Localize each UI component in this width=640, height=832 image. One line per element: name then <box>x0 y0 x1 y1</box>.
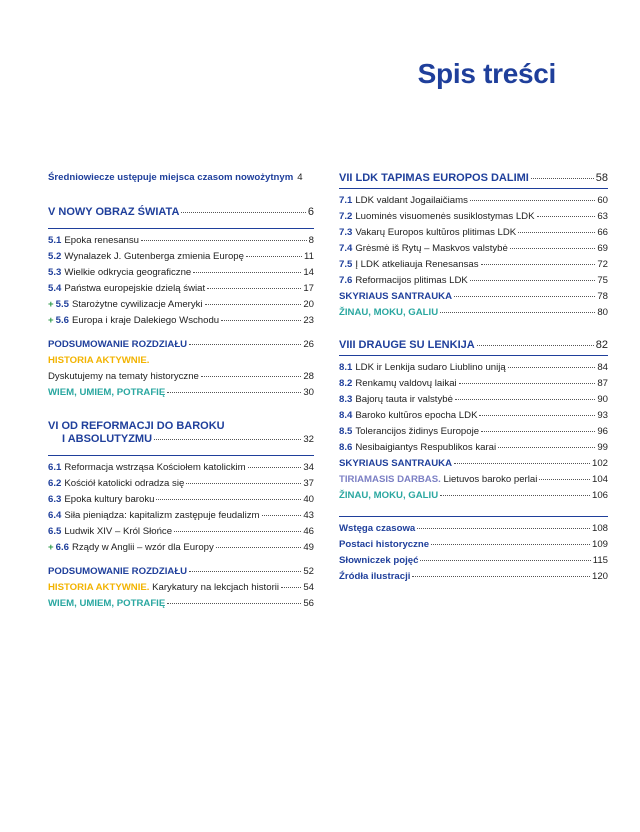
toc-entry[interactable] <box>339 394 608 410</box>
entry-label: Lietuvos baroko perlai <box>440 474 538 485</box>
entry-number: 5.5 <box>55 299 69 310</box>
entry-label: LDK ir Lenkija sudaro Liublino uniją <box>355 362 506 373</box>
entry-label: Baroko kultūros epocha LDK <box>355 410 478 421</box>
chapter-vii-heading[interactable] <box>339 172 608 186</box>
entry-number: 5.4 <box>48 283 62 294</box>
history-active-entry[interactable] <box>48 582 314 598</box>
entry-page: 66 <box>597 227 608 238</box>
toc-right-column <box>339 172 608 587</box>
entry-number: 5.1 <box>48 235 62 246</box>
entry-number: 6.2 <box>48 478 62 489</box>
entry-page: 84 <box>597 362 608 373</box>
entry-label: Tolerancijos židinys Europoje <box>355 426 480 437</box>
toc-entry[interactable] <box>339 211 608 227</box>
entry-number: 6.6 <box>55 542 69 553</box>
entry-page: 40 <box>303 494 314 505</box>
toc-entry[interactable] <box>48 267 314 283</box>
chapter-vi-heading-line2[interactable] <box>48 433 314 453</box>
entry-number: 8.3 <box>339 394 353 405</box>
chapter-summary-entry[interactable] <box>48 566 314 582</box>
entry-page: 102 <box>591 458 608 469</box>
research-work-entry[interactable] <box>339 474 608 490</box>
toc-entry[interactable] <box>339 275 608 291</box>
entry-label: Wynalazek J. Gutenberga zmienia Europę <box>64 251 244 262</box>
toc-entry[interactable] <box>339 362 608 378</box>
know-entry[interactable] <box>48 598 314 614</box>
entry-label: Siła pieniądza: kapitalizm zastępuje feudalizm <box>64 510 260 521</box>
page-title: Spis treści <box>417 58 556 89</box>
entry-label: Epoka kultury baroku <box>64 494 155 505</box>
chapter-title: I ABSOLUTYZMU <box>62 433 153 445</box>
entry-page: 104 <box>591 474 608 485</box>
know-entry[interactable] <box>339 307 608 323</box>
entry-number: 5.3 <box>48 267 62 278</box>
chapter-v-heading[interactable] <box>48 206 314 226</box>
entry-label: Średniowiecze ustępuje miejsca czasom nowożytnym <box>48 172 294 183</box>
entry-number: 7.1 <box>339 195 353 206</box>
entry-page: 43 <box>303 510 314 521</box>
back-matter-entry[interactable] <box>339 539 608 555</box>
entry-page: 37 <box>303 478 314 489</box>
toc-entry[interactable] <box>48 526 314 542</box>
toc-entry[interactable] <box>339 227 608 243</box>
entry-number: 7.3 <box>339 227 353 238</box>
entry-heading: TIRIAMASIS DARBAS. <box>339 474 441 485</box>
plus-icon: + <box>48 542 54 553</box>
toc-entry[interactable] <box>339 442 608 458</box>
back-matter-entry[interactable] <box>339 523 608 539</box>
entry-label: Karykatury na lekcjach historii <box>149 582 280 593</box>
plus-icon: + <box>48 315 54 326</box>
entry-number: 6.4 <box>48 510 62 521</box>
toc-intro-entry[interactable] <box>48 172 314 190</box>
toc-entry[interactable] <box>48 510 314 526</box>
entry-number: 6.3 <box>48 494 62 505</box>
entry-label: Rządy w Anglii – wzór dla Europy <box>71 542 214 553</box>
entry-label: Epoka renesansu <box>64 235 140 246</box>
chapter-title: V NOWY OBRAZ ŚWIATA <box>48 206 180 218</box>
entry-page: 52 <box>303 566 314 577</box>
entry-number: 7.2 <box>339 211 353 222</box>
toc-entry[interactable] <box>48 315 314 331</box>
entry-page: 63 <box>597 211 608 222</box>
entry-label: Źródła ilustracji <box>339 571 411 582</box>
entry-heading: HISTORIA AKTYWNIE. <box>48 582 150 593</box>
entry-page: 75 <box>597 275 608 286</box>
toc-entry[interactable] <box>48 462 314 478</box>
chapter-title: VII LDK TAPIMAS EUROPOS DALIMI <box>339 172 529 184</box>
back-matter-entry[interactable] <box>339 555 608 571</box>
entry-label: Kościół katolicki odradza się <box>64 478 185 489</box>
entry-label: LDK valdant Jogailaičiams <box>355 195 468 206</box>
entry-page: 80 <box>597 307 608 318</box>
entry-label: Reformacijos plitimas LDK <box>355 275 468 286</box>
entry-number: 8.6 <box>339 442 353 453</box>
plus-icon: + <box>48 299 54 310</box>
entry-page: 108 <box>591 523 608 534</box>
entry-label: Europa i kraje Dalekiego Wschodu <box>71 315 220 326</box>
entry-page: 93 <box>597 410 608 421</box>
back-matter-divider <box>339 516 608 517</box>
chapter-divider <box>339 188 608 189</box>
chapter-summary-entry[interactable] <box>48 339 314 355</box>
entry-number: 8.1 <box>339 362 353 373</box>
entry-number: 8.5 <box>339 426 353 437</box>
toc-entry[interactable] <box>339 378 608 394</box>
entry-label: Wielkie odkrycia geograficzne <box>64 267 192 278</box>
entry-label: PODSUMOWANIE ROZDZIAŁU <box>48 566 188 577</box>
entry-page: 11 <box>304 251 314 262</box>
toc-entry[interactable] <box>48 251 314 267</box>
entry-number: 6.5 <box>48 526 62 537</box>
entry-label: Reformacja wstrząsa Kościołem katolickim <box>64 462 246 473</box>
entry-page: 82 <box>595 339 608 351</box>
entry-label: Luominės visuomenės susiklostymas LDK <box>355 211 535 222</box>
toc-entry[interactable] <box>48 283 314 299</box>
toc-entry[interactable] <box>48 494 314 510</box>
entry-number: 7.5 <box>339 259 353 270</box>
entry-number: 7.4 <box>339 243 353 254</box>
back-matter-entry[interactable] <box>339 571 608 587</box>
entry-label: Bajorų tauta ir valstybė <box>355 394 453 405</box>
entry-page: 4 <box>297 172 303 183</box>
entry-label: Į LDK atkeliauja Renesansas <box>355 259 479 270</box>
entry-page: 56 <box>303 598 314 609</box>
entry-label: SKYRIAUS SANTRAUKA <box>339 291 452 302</box>
entry-page: 69 <box>597 243 608 254</box>
entry-page: 34 <box>303 462 314 473</box>
chapter-summary-entry[interactable] <box>339 458 608 474</box>
entry-number: 8.2 <box>339 378 353 389</box>
entry-page: 26 <box>303 339 314 350</box>
entry-page: 28 <box>303 371 314 382</box>
entry-number: 5.6 <box>55 315 69 326</box>
entry-page: 46 <box>303 526 314 537</box>
entry-page: 90 <box>597 394 608 405</box>
entry-number: 8.4 <box>339 410 353 421</box>
chapter-title: VIII DRAUGE SU LENKIJA <box>339 339 475 351</box>
entry-label: HISTORIA AKTYWNIE. <box>48 355 150 366</box>
toc-entry[interactable] <box>48 371 314 387</box>
entry-page: 78 <box>597 291 608 302</box>
entry-label: Starożytne cywilizacje Ameryki <box>71 299 203 310</box>
entry-page: 99 <box>597 442 608 453</box>
chapter-vi-heading[interactable]: VI OD REFORMACJI DO BAROKU <box>48 420 225 432</box>
chapter-summary-entry[interactable] <box>339 291 608 307</box>
chapter-viii-heading[interactable] <box>339 339 608 353</box>
history-active-heading <box>48 355 314 371</box>
entry-page: 30 <box>303 387 314 398</box>
entry-page: 6 <box>307 206 314 218</box>
entry-label: Postaci historyczne <box>339 539 430 550</box>
entry-label: Grėsmė iš Rytų – Maskvos valstybė <box>355 243 508 254</box>
entry-page: 17 <box>303 283 314 294</box>
entry-page: 120 <box>591 571 608 582</box>
entry-page: 23 <box>303 315 314 326</box>
toc-entry[interactable] <box>339 195 608 211</box>
entry-page: 8 <box>308 235 314 246</box>
entry-label: Dyskutujemy na tematy historyczne <box>48 371 199 382</box>
entry-label: Wstęga czasowa <box>339 523 416 534</box>
entry-page: 58 <box>595 172 608 184</box>
entry-label: Państwa europejskie dzielą świat <box>64 283 206 294</box>
entry-label: PODSUMOWANIE ROZDZIAŁU <box>48 339 188 350</box>
chapter-divider <box>48 228 314 229</box>
toc-entry[interactable] <box>48 542 314 558</box>
toc-entry[interactable] <box>339 426 608 442</box>
entry-label: WIEM, UMIEM, POTRAFIĘ <box>48 387 166 398</box>
entry-page: 54 <box>303 582 314 593</box>
entry-page: 96 <box>597 426 608 437</box>
entry-label: SKYRIAUS SANTRAUKA <box>339 458 452 469</box>
know-entry[interactable] <box>339 490 608 506</box>
entry-number: 6.1 <box>48 462 62 473</box>
entry-number: 5.2 <box>48 251 62 262</box>
entry-number: 7.6 <box>339 275 353 286</box>
chapter-divider <box>48 455 314 456</box>
entry-page: 109 <box>591 539 608 550</box>
entry-page: 106 <box>591 490 608 501</box>
entry-page: 14 <box>303 267 314 278</box>
entry-label: WIEM, UMIEM, POTRAFIĘ <box>48 598 166 609</box>
toc-entry[interactable] <box>48 299 314 315</box>
entry-label: Słowniczek pojęć <box>339 555 419 566</box>
entry-page: 87 <box>597 378 608 389</box>
entry-label: Renkamų valdovų laikai <box>355 378 457 389</box>
toc-entry[interactable] <box>339 410 608 426</box>
entry-page: 49 <box>303 542 314 553</box>
toc-entry[interactable] <box>48 235 314 251</box>
entry-page: 115 <box>592 555 608 566</box>
entry-page: 72 <box>597 259 608 270</box>
know-entry[interactable] <box>48 387 314 403</box>
toc-entry[interactable] <box>339 243 608 259</box>
entry-page: 32 <box>303 434 314 445</box>
entry-label: Nesibaigiantys Respublikos karai <box>355 442 497 453</box>
chapter-divider <box>339 355 608 356</box>
entry-label: Vakarų Europos kultūros plitimas LDK <box>355 227 517 238</box>
toc-left-column <box>48 172 314 614</box>
entry-page: 20 <box>303 299 314 310</box>
entry-label: ŽINAU, MOKU, GALIU <box>339 490 439 501</box>
entry-label: ŽINAU, MOKU, GALIU <box>339 307 439 318</box>
entry-label: Ludwik XIV – Król Słońce <box>64 526 173 537</box>
toc-entry[interactable] <box>339 259 608 275</box>
toc-entry[interactable] <box>48 478 314 494</box>
entry-page: 60 <box>597 195 608 206</box>
